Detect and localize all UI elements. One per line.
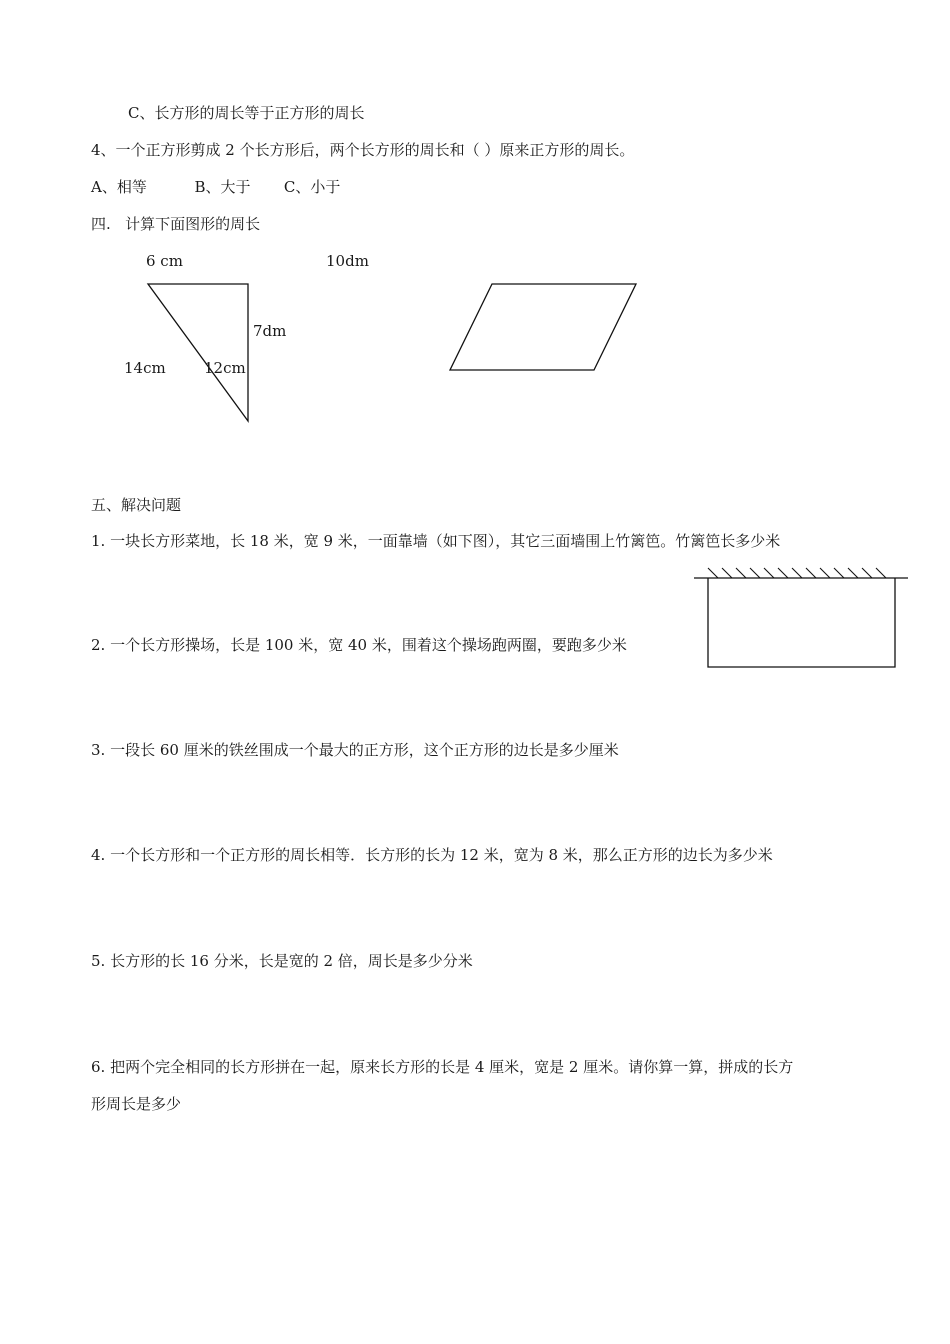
triangle-label-right: 7dm (253, 322, 287, 340)
section5-heading: 五、解决问题 (91, 496, 182, 514)
q4-options: A、相等 B、大于 C、小于 (91, 178, 341, 196)
problem-1: 1. 一块长方形菜地，长 18 米，宽 9 米，一面靠墙（如下图），其它三面墙围上竹篱笆。竹篱笆长多少米 (91, 532, 781, 550)
problem-4: 4. 一个长方形和一个正方形的周长相等．长方形的长为 12 米，宽为 8 米，那么正方形的边长为多少米 (91, 846, 773, 864)
problem-5: 5. 长方形的长 16 分米，长是宽的 2 倍，周长是多少分米 (91, 952, 473, 970)
triangle-label-hyp: 12cm (204, 359, 246, 377)
problem-2: 2. 一个长方形操场，长是 100 米，宽 40 米，围着这个操场跑两圈，要跑多少米 (91, 636, 627, 654)
wall-diagram (694, 568, 908, 667)
triangle-label-left: 14cm (124, 359, 166, 377)
garden-rectangle (708, 578, 895, 667)
section4-heading: 四. 计算下面图形的周长 (91, 215, 261, 233)
triangle-figure (148, 284, 248, 421)
q3-option-c: C、长方形的周长等于正方形的周长 (128, 104, 365, 122)
wall-hatching (708, 568, 886, 578)
problem-6-continued: 形周长是多少 (91, 1095, 182, 1113)
triangle-label-top: 6 cm (146, 252, 183, 270)
parallelogram-figure (450, 284, 636, 370)
q4-question: 4、一个正方形剪成 2 个长方形后，两个长方形的周长和（ ）原来正方形的周长。 (91, 141, 635, 159)
problem-6: 6. 把两个完全相同的长方形拼在一起，原来长方形的长是 4 厘米，宽是 2 厘米。请你算一算，拼成的长方 (91, 1058, 794, 1076)
parallelogram-label-top: 10dm (326, 252, 369, 270)
problem-3: 3. 一段长 60 厘米的铁丝围成一个最大的正方形，这个正方形的边长是多少厘米 (91, 741, 619, 759)
